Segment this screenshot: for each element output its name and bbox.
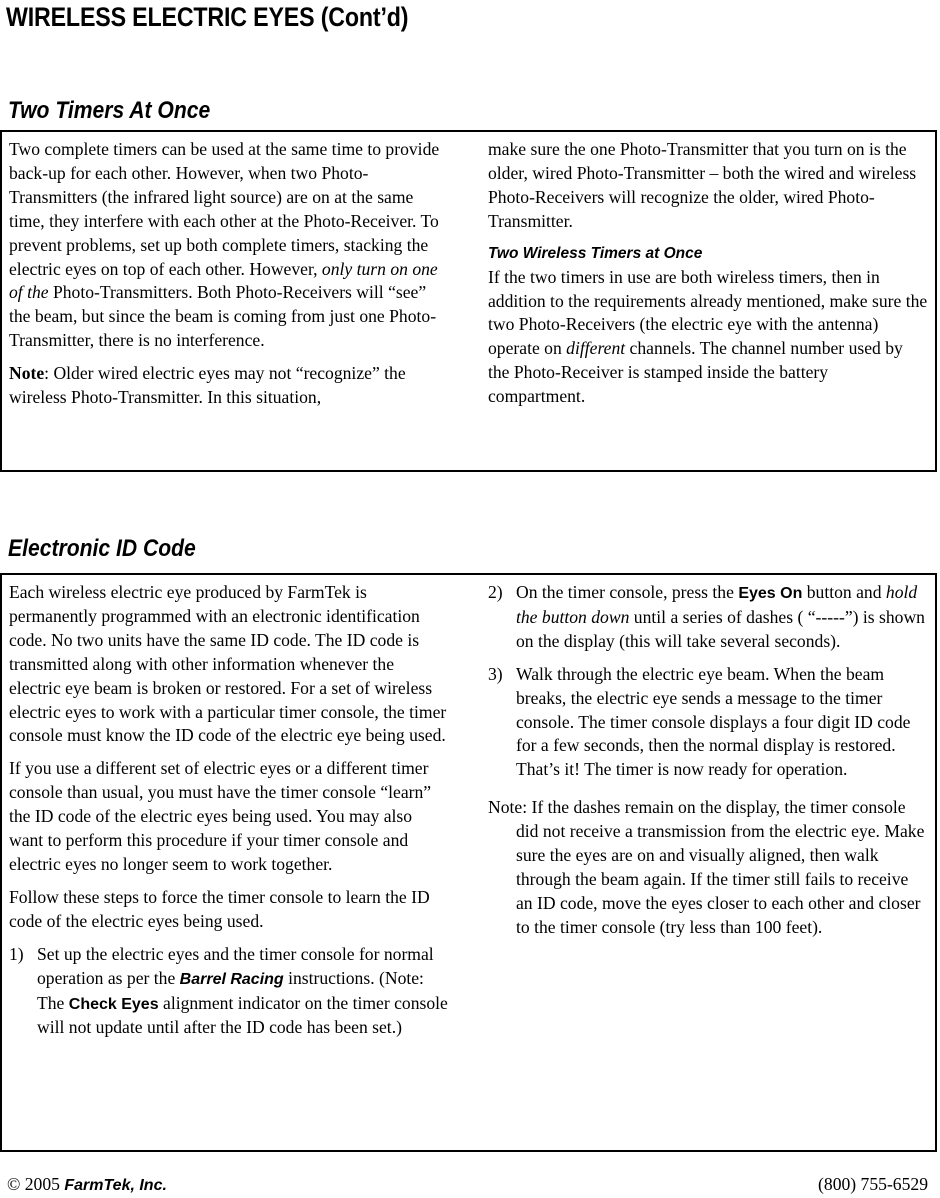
footer-copyright: © 2005 FarmTek, Inc. xyxy=(7,1174,167,1194)
two-timers-note: Note: Older wired electric eyes may not “recognize” the wireless Photo-Transmitter. In this situation, xyxy=(9,363,406,408)
company-name: FarmTek, Inc. xyxy=(64,1177,167,1194)
electronic-id-left-column xyxy=(9,581,449,1049)
electronic-id-paragraph-2: If you use a different set of electric eyes or a different timer console than usual, you must have the timer console “learn” the ID code of the electric eyes being used. You may also want to perform this procedure if your timer console and electric eyes no longer seem to work together. xyxy=(9,758,432,874)
electronic-id-note: Note: If the dashes remain on the display, the timer console did not receive a transmission from the electric eye. Make sure the eyes are on and visually aligned, then walk through the beam again. If the timer still fails to receive an ID code, move the eyes closer to each other and closer to the timer console (try less than 100 feet). xyxy=(488,797,925,937)
electronic-id-right-column xyxy=(488,581,928,949)
step-1: 1) Set up the electric eyes and the timer console for normal operation as per the Barrel Racing instructions. (Note: The Check Eyes alignment indicator on the timer console will not update until after the ID code has been set.) xyxy=(9,943,448,1038)
subheading-two-wireless-timers: Two Wireless Timers at Once xyxy=(488,244,703,262)
section-heading-electronic-id: Electronic ID Code xyxy=(8,535,196,562)
two-timers-box xyxy=(0,130,937,472)
electronic-id-paragraph-3: Follow these steps to force the timer console to learn the ID code of the electric eyes being used. xyxy=(9,886,430,931)
page-title: WIRELESS ELECTRIC EYES (Cont’d) xyxy=(6,2,409,32)
step-1-number: 1) xyxy=(9,943,24,964)
two-timers-right-column xyxy=(488,138,928,418)
step-2: 2) On the timer console, press the Eyes On button and hold the button down until a series of dashes ( “-----”) is shown on the display (this will take several seconds). xyxy=(488,582,925,651)
electronic-id-paragraph-1: Each wireless electric eye produced by FarmTek is permanently programmed with an electronic identification code. No two units have the same ID code. The ID code is transmitted along with other information whenever the electric eye beam is broken or restored. For a set of wireless electric eyes to work with a particular timer console, the timer console must know the ID code of the electric eye being used. xyxy=(9,582,447,746)
two-timers-left-column xyxy=(9,138,449,419)
electronic-id-box xyxy=(0,573,937,1152)
two-wireless-timers-paragraph: If the two timers in use are both wireless timers, then in addition to the requirements already mentioned, make sure the two Photo-Receivers (the electric eye with the antenna) operate on different channels. The channel number used by the Photo-Receiver is stamped inside the battery compartment. xyxy=(488,266,928,407)
step-2-number: 2) xyxy=(488,582,503,602)
two-timers-note-continued: make sure the one Photo-Transmitter that you turn on is the older, wired Photo-Transmitter – both the wired and wireless Photo-Receivers will recognize the older, wired Photo-Transmitter. xyxy=(488,139,917,231)
step-3: 3) Walk through the electric eye beam. When the beam breaks, the electric eye sends a message to the timer console. The timer console displays a four digit ID code for a few seconds, then the normal display is restored. That’s it! The timer is now ready for operation. xyxy=(488,663,911,780)
two-timers-paragraph: Two complete timers can be used at the same time to provide back-up for each other. However, when two Photo-Transmitters (the infrared light source) are on at the same time, they interfere with each other at the Photo-Receiver. To prevent problems, set up both complete timers, stacking the electric eyes on top of each other. However, only turn on one of the Photo-Transmitters. Both Photo-Receivers will “see” the beam, but since the beam is coming from just one Photo-Transmitter, there is no interference. xyxy=(9,139,440,351)
footer-phone: (800) 755-6529 xyxy=(818,1174,928,1194)
step-3-number: 3) xyxy=(488,663,503,684)
section-heading-two-timers: Two Timers At Once xyxy=(8,97,211,124)
